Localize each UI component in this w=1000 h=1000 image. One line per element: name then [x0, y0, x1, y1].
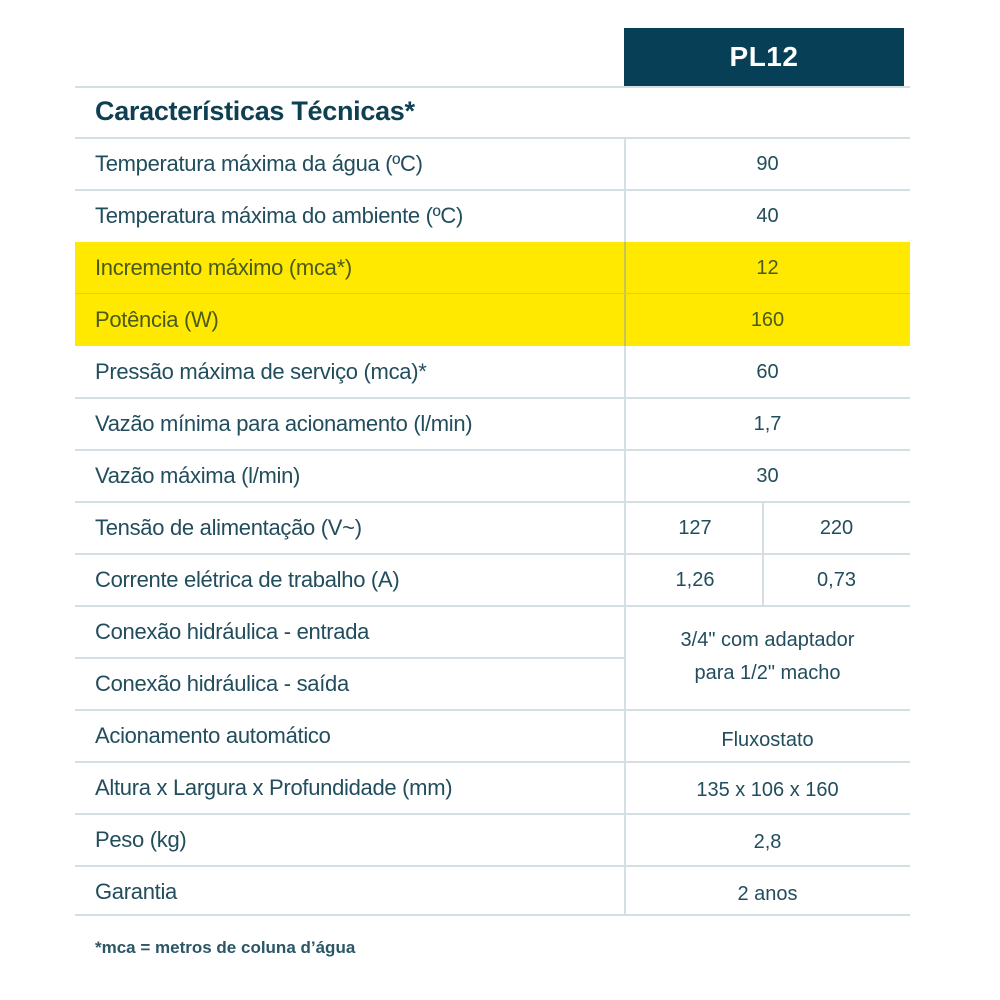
row-value: 1,7 [753, 413, 782, 435]
table-row [75, 762, 910, 814]
divider [75, 914, 910, 916]
row-value: 2,8 [753, 831, 782, 853]
table-row [75, 138, 910, 190]
row-label: Pressão máxima de serviço (mca)* [95, 359, 427, 384]
row-label: Garantia [95, 879, 177, 904]
row-label: Peso (kg) [95, 827, 187, 852]
row-value-220v: 0,73 [817, 569, 856, 591]
divider [75, 293, 910, 294]
row-label: Altura x Largura x Profundidade (mm) [95, 775, 453, 800]
row-label: Acionamento automático [95, 723, 331, 748]
table-title: Características Técnicas* [95, 96, 415, 126]
row-value: Fluxostato [721, 729, 814, 751]
row-value: 12 [756, 257, 779, 279]
row-value: 40 [756, 205, 779, 227]
table-row [75, 866, 910, 918]
footnote: *mca = metros de coluna d’água [95, 938, 356, 957]
table-row [75, 814, 910, 866]
connection-line-1: 3/4" com adaptador [680, 629, 855, 651]
row-label: Potência (W) [95, 307, 219, 332]
row-value: 90 [756, 153, 779, 175]
row-label: Conexão hidráulica - entrada [95, 619, 370, 644]
table-row [75, 502, 910, 554]
row-value: 30 [756, 465, 779, 487]
row-label: Vazão máxima (l/min) [95, 463, 301, 488]
table-row [75, 450, 910, 502]
row-value: 160 [750, 309, 785, 331]
row-label: Corrente elétrica de trabalho (A) [95, 567, 400, 592]
sub-column-divider [762, 502, 764, 606]
row-value: 60 [756, 361, 779, 383]
row-value-127v: 1,26 [675, 569, 715, 591]
model-header [624, 28, 904, 86]
table-row-highlighted [75, 242, 910, 294]
model-name: PL12 [729, 41, 799, 72]
row-value-127v: 127 [678, 517, 712, 539]
table-row [75, 190, 910, 242]
row-label: Vazão mínima para acionamento (l/min) [95, 411, 473, 436]
column-divider [624, 242, 626, 346]
table-row [75, 554, 910, 606]
merged-connection-value [625, 624, 910, 690]
row-label: Conexão hidráulica - saída [95, 671, 349, 696]
table-row [75, 710, 910, 762]
row-value-220v: 220 [819, 517, 854, 539]
table-row [75, 346, 910, 398]
table-row-highlighted [75, 294, 910, 346]
row-label: Incremento máximo (mca*) [95, 255, 352, 280]
row-label: Tensão de alimentação (V~) [95, 515, 362, 540]
row-label: Temperatura máxima da água (ºC) [95, 151, 423, 176]
row-value: 2 anos [737, 883, 798, 905]
row-label: Temperatura máxima do ambiente (ºC) [95, 203, 464, 228]
divider [75, 86, 910, 88]
connection-line-2: para 1/2" macho [694, 662, 841, 684]
row-value: 135 x 106 x 160 [696, 779, 839, 801]
table-row [75, 398, 910, 450]
